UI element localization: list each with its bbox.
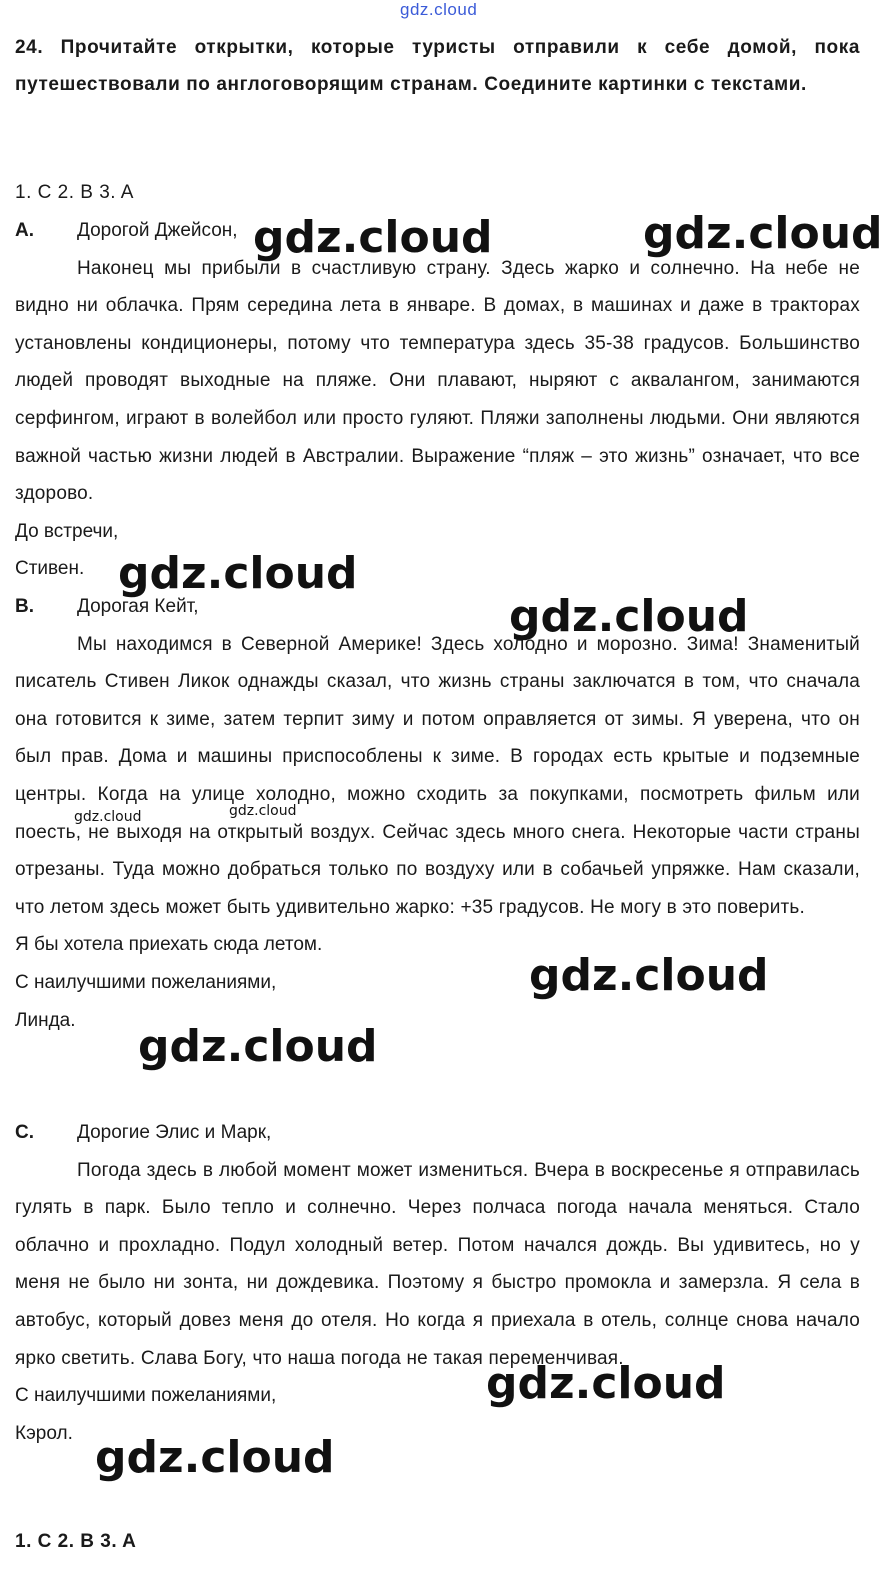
letter-c-header [15, 1114, 860, 1152]
letter-c-body: Погода здесь в любой момент может измениться. Вчера в воскресенье я отправилась гулять в парк. Было тепло и солнечно. Через полчаса погода начала меняться. Стало облачно и прохладно. Подул холодный ветер. Потом начался дождь. Вы удивитесь, но у меня не было ни зонта, ни дождевика. Поэтому я быстро промокла и замерзла. Я села в автобус, который довез меня до отеля. Но когда я приехала в отель, солнце снова начало ярко светить. Слава Богу, что наша погода не такая переменчивая. [15, 1159, 860, 1369]
letter-c-closing: С наилучшими пожеланиями, [15, 1385, 277, 1407]
letter-a-signature: Стивен. [15, 558, 85, 580]
exercise-heading: 24. Прочитайте открытки, которые туристы отправили к себе домой, пока путешествовали по англоговорящим странам. Соедините картинки с текстами. [15, 37, 860, 95]
watermark: gdz.cloud [95, 1432, 335, 1483]
watermark: gdz.cloud [509, 591, 749, 642]
letter-c-label: C. [15, 1122, 34, 1143]
letter-a-closing: До встречи, [15, 520, 119, 542]
letter-b-label: B. [15, 596, 34, 617]
answers-top: 1. C 2. B 3. A [15, 182, 134, 203]
watermark: gdz.cloud [529, 950, 769, 1001]
letter-b-greeting: Дорогая Кейт, [77, 596, 199, 617]
watermark-small: gdz.cloud [74, 809, 142, 825]
site-watermark-top: gdz.cloud [400, 0, 478, 19]
watermark-small: gdz.cloud [229, 803, 297, 819]
letter-a-body: Наконец мы прибыли в счастливую страну. Здесь жарко и солнечно. На небе не видно ни облачка. Прям середина лета в январе. В домах, в машинах и даже в тракторах установлены кондиционеры, потому что температура здесь 35-38 градусов. Большинство людей проводят выходные на пляже. Они плавают, ныряют с аквалангом, занимаются серфингом, играют в волейбол или просто гуляют. Пляжи заполнены людьми. Они являются важной частью жизни людей в Австралии. Выражение “пляж – это жизнь” означает, что все здорово. [15, 257, 860, 505]
watermark: gdz.cloud [486, 1358, 726, 1409]
watermark: gdz.cloud [253, 212, 493, 263]
letter-a-greeting: Дорогой Джейсон, [77, 220, 238, 241]
letter-b-signature: Линда. [15, 1009, 76, 1031]
letter-c [15, 1114, 860, 1452]
answers-bottom: 1. C 2. B 3. A [15, 1531, 137, 1552]
letter-b-body: Мы находимся в Северной Америке! Здесь холодно и морозно. Зима! Знаменитый писатель Стивен Ликок однажды сказал, что жизнь страны заключатся в том, что сначала она готовится к зиме, затем терпит зиму и потом оправляется от зимы. Я уверена, что он был прав. Дома и машины приспособлены к зиме. В городах есть крытые и подземные центры. Когда на улице холодно, можно сходить за покупками, посмотреть фильм или поесть, не выходя на открытый воздух. Сейчас здесь много снега. Некоторые части страны отрезаны. Туда можно добраться только по воздуху или в собачьей упряжке. Нам сказали, что летом здесь может быть удивительно жарко: +35 градусов. Не могу в это поверить. [15, 633, 860, 918]
watermark: gdz.cloud [643, 208, 883, 259]
letter-b-closing-line: Я бы хотела приехать сюда летом. [15, 934, 323, 956]
letter-a-label: A. [15, 220, 34, 241]
letter-a [15, 212, 860, 588]
watermark: gdz.cloud [138, 1021, 378, 1072]
watermark: gdz.cloud [118, 548, 358, 599]
letter-b-closing: С наилучшими пожеланиями, [15, 971, 277, 993]
letter-c-signature: Кэрол. [15, 1422, 73, 1444]
letter-c-greeting: Дорогие Элис и Марк, [77, 1122, 272, 1143]
